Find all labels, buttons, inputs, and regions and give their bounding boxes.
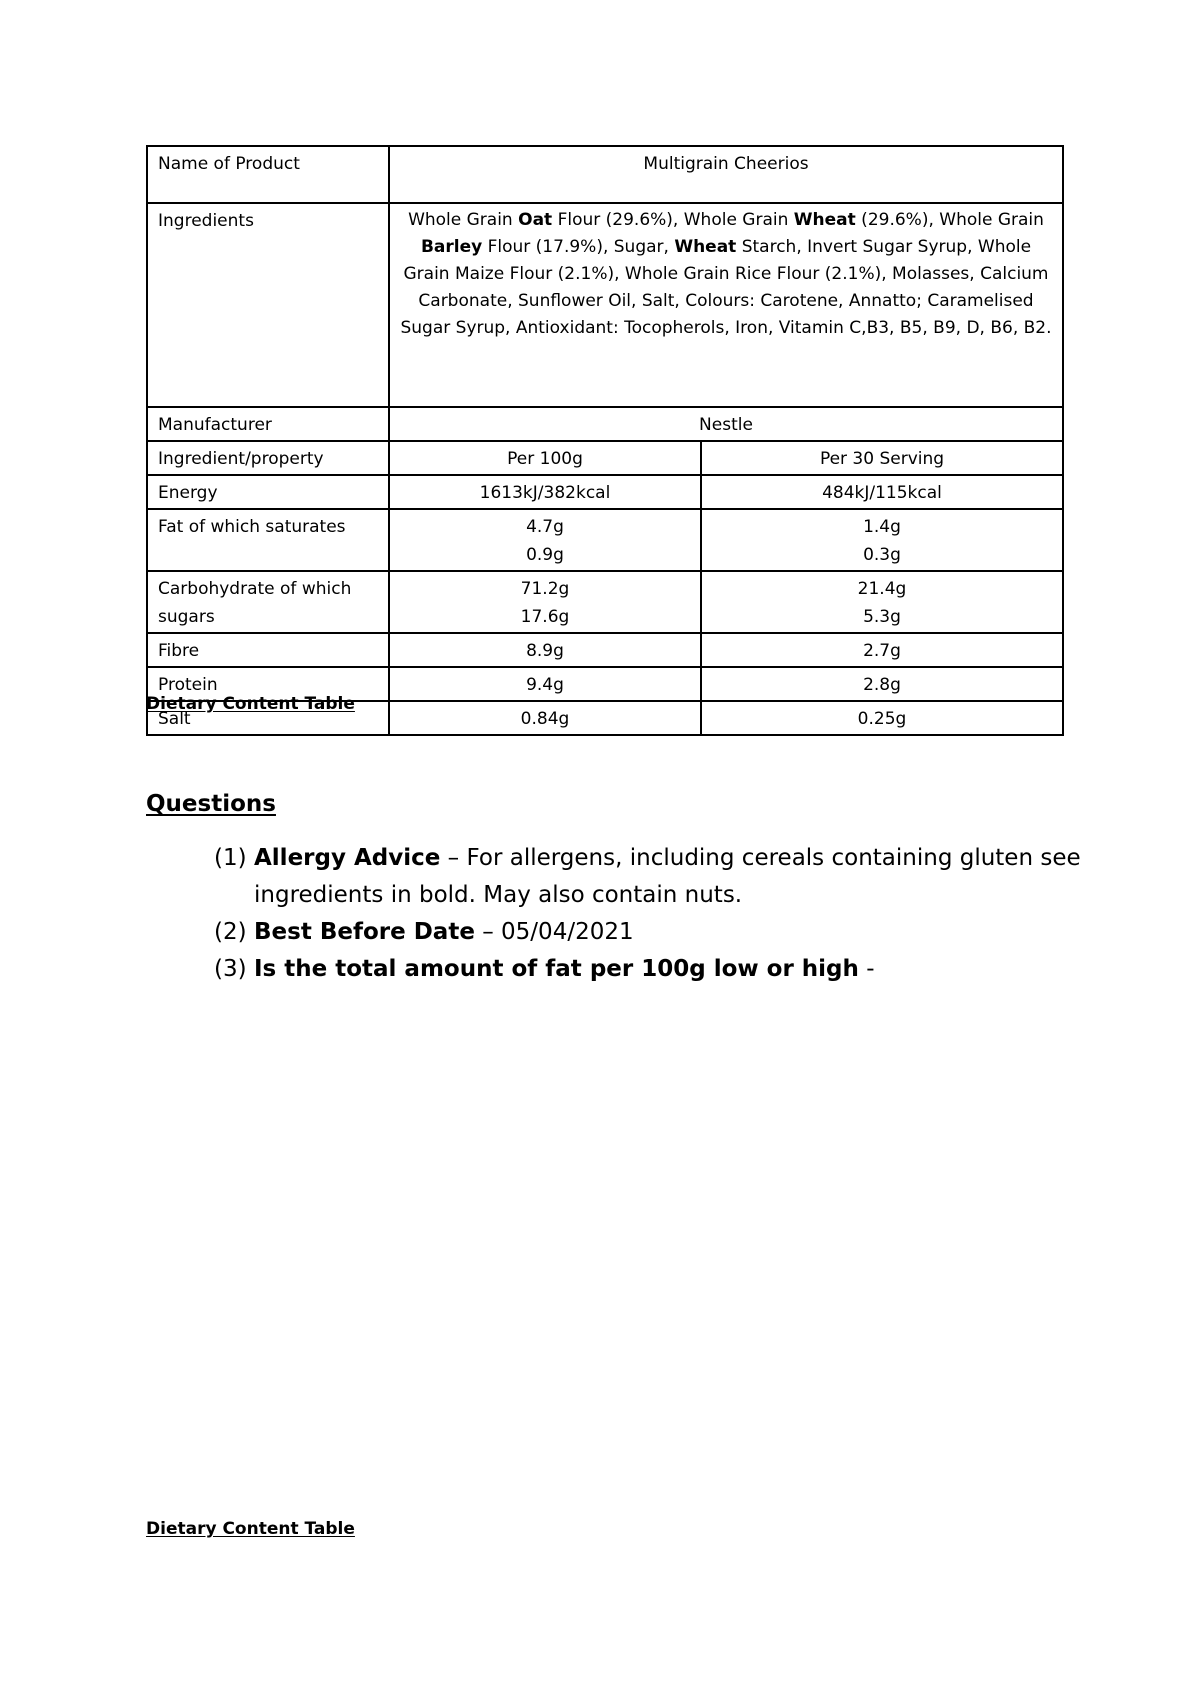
protein-per-serving: 2.8g bbox=[701, 667, 1063, 701]
ingredient-text: Starch, Invert Sugar Syrup, Whole Grain Maize Flour (2.1%), Whole Grain Rice Flour (2.1%), Molasses, Calcium Carbonate, Sunflower Oil, Salt, Colours: Carotene, Annatto; Caramelised Sugar Syrup, Antioxidant: Tocopherols, Iron, Vitamin C,B3, B5, B9, D, B6, B2. bbox=[400, 237, 1052, 338]
protein-label: Protein bbox=[147, 667, 389, 701]
header-per-serving: Per 30 Serving bbox=[701, 441, 1063, 475]
product-name-row bbox=[147, 146, 1063, 203]
fibre-per-serving: 2.7g bbox=[701, 633, 1063, 667]
ingredients-label: Ingredients bbox=[147, 203, 389, 407]
table-caption-top: Dietary Content Table bbox=[146, 694, 355, 714]
question-title: Allergy Advice bbox=[254, 845, 441, 871]
question-title: Best Before Date bbox=[254, 919, 475, 945]
questions-list bbox=[214, 840, 1094, 988]
nutrition-table bbox=[146, 145, 1064, 736]
allergen-ingredient: Oat bbox=[518, 210, 553, 230]
salt-per-serving: 0.25g bbox=[701, 701, 1063, 735]
carbohydrate-per-serving-total: 21.4g bbox=[857, 579, 907, 599]
fibre-per100: 8.9g bbox=[389, 633, 701, 667]
manufacturer-value: Nestle bbox=[389, 407, 1063, 441]
carbohydrate-row bbox=[147, 571, 1063, 633]
manufacturer-label: Manufacturer bbox=[147, 407, 389, 441]
product-label: Name of Product bbox=[147, 146, 389, 203]
allergen-ingredient: Wheat bbox=[793, 210, 856, 230]
energy-label: Energy bbox=[147, 475, 389, 509]
carbohydrate-per-serving bbox=[701, 571, 1063, 633]
question-text: – For allergens, including cereals containing gluten see ingredients in bold. May also contain nuts. bbox=[254, 845, 1081, 908]
salt-label: Salt bbox=[147, 701, 389, 735]
product-name: Multigrain Cheerios bbox=[389, 146, 1063, 203]
carbohydrate-per-serving-sugars: 5.3g bbox=[863, 607, 901, 627]
salt-per100: 0.84g bbox=[389, 701, 701, 735]
energy-per100: 1613kJ/382kcal bbox=[389, 475, 701, 509]
table-caption-bottom: Dietary Content Table bbox=[146, 1519, 355, 1539]
ingredients-row bbox=[147, 203, 1063, 407]
protein-per100: 9.4g bbox=[389, 667, 701, 701]
ingredients-cell bbox=[389, 203, 1063, 407]
carbohydrate-label bbox=[147, 571, 389, 633]
question-text: – 05/04/2021 bbox=[474, 919, 634, 945]
ingredient-text: Whole Grain bbox=[408, 210, 519, 230]
fibre-label: Fibre bbox=[147, 633, 389, 667]
fat-per100 bbox=[389, 509, 701, 571]
fat-row bbox=[147, 509, 1063, 571]
fat-per100-saturates: 0.9g bbox=[526, 545, 564, 565]
question-number: (1) bbox=[214, 845, 247, 871]
fat-per100-total: 4.7g bbox=[526, 517, 564, 537]
question-title: Is the total amount of fat per 100g low or high bbox=[254, 956, 859, 982]
question-item bbox=[214, 840, 1094, 914]
question-item bbox=[214, 951, 1094, 988]
header-per100: Per 100g bbox=[389, 441, 701, 475]
question-number: (3) bbox=[214, 956, 247, 982]
fat-per-serving-saturates: 0.3g bbox=[863, 545, 901, 565]
carbohydrate-per100 bbox=[389, 571, 701, 633]
fat-per-serving bbox=[701, 509, 1063, 571]
carbohydrate-per100-sugars: 17.6g bbox=[520, 607, 570, 627]
ingredient-text: Flour (17.9%), Sugar, bbox=[482, 237, 675, 257]
ingredients-text bbox=[400, 207, 1052, 342]
manufacturer-row bbox=[147, 407, 1063, 441]
fibre-row bbox=[147, 633, 1063, 667]
allergen-ingredient: Wheat bbox=[674, 237, 737, 257]
header-property: Ingredient/property bbox=[147, 441, 389, 475]
question-number: (2) bbox=[214, 919, 247, 945]
carbohydrate-label-line2: sugars bbox=[158, 607, 215, 627]
carbohydrate-label-line1: Carbohydrate of which bbox=[158, 579, 352, 599]
allergen-ingredient: Barley bbox=[420, 237, 483, 257]
header-row bbox=[147, 441, 1063, 475]
fat-per-serving-total: 1.4g bbox=[863, 517, 901, 537]
question-item bbox=[214, 914, 1094, 951]
ingredient-text: Flour (29.6%), Whole Grain bbox=[552, 210, 794, 230]
question-text: - bbox=[858, 956, 875, 982]
ingredient-text: (29.6%), Whole Grain bbox=[855, 210, 1044, 230]
energy-row bbox=[147, 475, 1063, 509]
carbohydrate-per100-total: 71.2g bbox=[520, 579, 570, 599]
questions-heading: Questions bbox=[146, 791, 276, 817]
energy-per-serving: 484kJ/115kcal bbox=[701, 475, 1063, 509]
fat-label: Fat of which saturates bbox=[147, 509, 389, 571]
